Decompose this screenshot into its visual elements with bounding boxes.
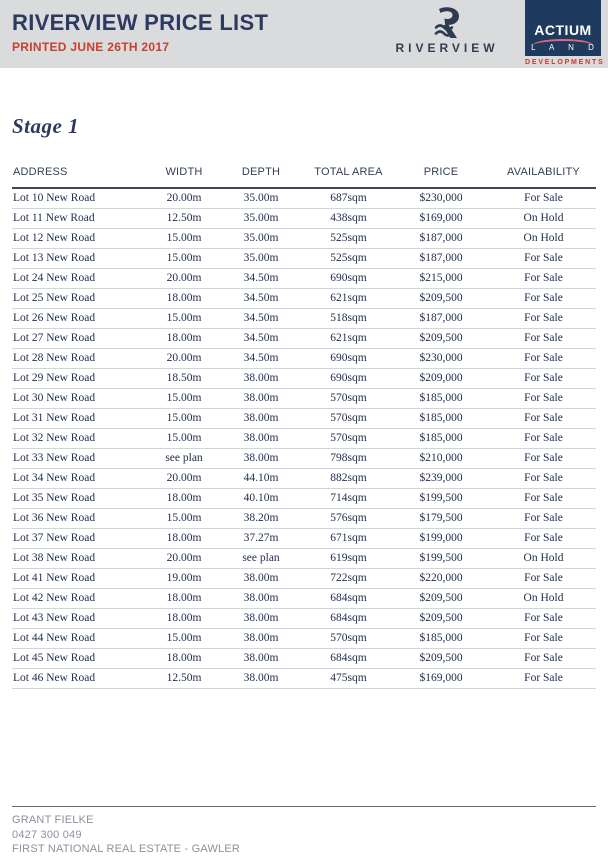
table-cell: Lot 31 New Road: [13, 412, 96, 424]
table-cell: $185,000: [419, 432, 463, 444]
table-cell: 798sqm: [330, 452, 367, 464]
table-cell: 570sqm: [330, 432, 367, 444]
table-cell: $209,000: [419, 372, 463, 384]
table-cell: $209,500: [419, 592, 463, 604]
table-cell: 570sqm: [330, 632, 367, 644]
table-cell: For Sale: [524, 252, 563, 264]
table-cell: 35.00m: [243, 192, 279, 204]
table-cell: 570sqm: [330, 412, 367, 424]
table-cell: 38.00m: [243, 432, 279, 444]
table-cell: 38.00m: [243, 412, 279, 424]
table-cell: Lot 27 New Road: [13, 332, 96, 344]
table-row: [12, 429, 596, 449]
table-cell: $169,000: [419, 672, 463, 684]
table-row: [12, 269, 596, 289]
table-cell: 34.50m: [243, 332, 279, 344]
table-cell: For Sale: [524, 412, 563, 424]
document-footer: [12, 806, 596, 857]
printed-date: PRINTED JUNE 26TH 2017: [12, 40, 170, 54]
table-cell: 20.00m: [166, 472, 202, 484]
table-cell: 20.00m: [166, 192, 202, 204]
table-cell: 475sqm: [330, 672, 367, 684]
table-cell: For Sale: [524, 532, 563, 544]
table-cell: 38.00m: [243, 392, 279, 404]
table-cell: For Sale: [524, 312, 563, 324]
table-cell: 18.00m: [166, 532, 202, 544]
table-cell: see plan: [242, 552, 280, 564]
table-cell: $185,000: [419, 632, 463, 644]
table-row: [12, 469, 596, 489]
table-cell: 38.00m: [243, 632, 279, 644]
agency-name: FIRST NATIONAL REAL ESTATE - GAWLER: [12, 843, 241, 855]
table-row: [12, 609, 596, 629]
agent-name: GRANT FIELKE: [12, 814, 94, 826]
table-cell: Lot 34 New Road: [13, 472, 96, 484]
table-cell: 34.50m: [243, 352, 279, 364]
table-cell: $199,500: [419, 492, 463, 504]
table-cell: Lot 29 New Road: [13, 372, 96, 384]
column-header-width: WIDTH: [165, 166, 203, 178]
table-cell: 12.50m: [166, 212, 202, 224]
table-cell: $209,500: [419, 612, 463, 624]
table-cell: $209,500: [419, 652, 463, 664]
table-cell: Lot 11 New Road: [13, 212, 95, 224]
table-row: [12, 409, 596, 429]
actium-logo: [525, 0, 605, 66]
table-cell: 15.00m: [166, 632, 202, 644]
table-cell: $220,000: [419, 572, 463, 584]
table-row: [12, 449, 596, 469]
table-cell: $187,000: [419, 312, 463, 324]
table-row: [12, 569, 596, 589]
table-cell: For Sale: [524, 472, 563, 484]
table-cell: 38.00m: [243, 592, 279, 604]
table-row: [12, 509, 596, 529]
table-cell: $239,000: [419, 472, 463, 484]
table-cell: 18.00m: [166, 612, 202, 624]
table-cell: 687sqm: [330, 192, 367, 204]
table-row: [12, 329, 596, 349]
table-cell: On Hold: [523, 552, 564, 564]
table-cell: Lot 32 New Road: [13, 432, 96, 444]
table-cell: 15.00m: [166, 432, 202, 444]
stage-heading: Stage 1: [12, 114, 80, 138]
table-cell: Lot 12 New Road: [13, 232, 96, 244]
table-cell: Lot 38 New Road: [13, 552, 96, 564]
table-cell: 690sqm: [330, 352, 367, 364]
table-cell: 18.00m: [166, 332, 202, 344]
table-row: [12, 589, 596, 609]
table-cell: 18.00m: [166, 492, 202, 504]
table-cell: 15.00m: [166, 252, 202, 264]
table-cell: For Sale: [524, 632, 563, 644]
table-body: [12, 189, 596, 689]
table-row: [12, 549, 596, 569]
table-cell: $169,000: [419, 212, 463, 224]
table-cell: For Sale: [524, 512, 563, 524]
table-cell: For Sale: [524, 572, 563, 584]
table-cell: 684sqm: [330, 592, 367, 604]
table-row: [12, 649, 596, 669]
table-cell: 15.00m: [166, 512, 202, 524]
table-cell: $230,000: [419, 192, 463, 204]
table-cell: Lot 25 New Road: [13, 292, 96, 304]
table-cell: For Sale: [524, 332, 563, 344]
table-cell: $187,000: [419, 232, 463, 244]
table-cell: 18.00m: [166, 652, 202, 664]
table-cell: For Sale: [524, 192, 563, 204]
table-cell: 12.50m: [166, 672, 202, 684]
actium-name: ACTIUM: [534, 22, 592, 38]
table-cell: 37.27m: [243, 532, 279, 544]
table-cell: On Hold: [523, 592, 564, 604]
table-cell: 684sqm: [330, 612, 367, 624]
table-cell: 38.00m: [243, 372, 279, 384]
table-cell: 690sqm: [330, 372, 367, 384]
table-row: [12, 489, 596, 509]
actium-logo-square: [525, 0, 601, 56]
table-cell: For Sale: [524, 612, 563, 624]
table-cell: Lot 30 New Road: [13, 392, 96, 404]
table-cell: Lot 44 New Road: [13, 632, 96, 644]
table-cell: $185,000: [419, 392, 463, 404]
column-header-depth: DEPTH: [241, 166, 281, 178]
table-cell: $209,500: [419, 292, 463, 304]
table-cell: 621sqm: [330, 332, 367, 344]
table-cell: 690sqm: [330, 272, 367, 284]
table-row: [12, 189, 596, 209]
table-cell: $179,500: [419, 512, 463, 524]
table-cell: 34.50m: [243, 272, 279, 284]
table-cell: 438sqm: [330, 212, 367, 224]
table-cell: 38.00m: [243, 452, 279, 464]
table-cell: 684sqm: [330, 652, 367, 664]
table-cell: 35.00m: [243, 232, 279, 244]
table-cell: Lot 28 New Road: [13, 352, 96, 364]
table-cell: 518sqm: [330, 312, 367, 324]
table-cell: 35.00m: [243, 252, 279, 264]
table-cell: Lot 45 New Road: [13, 652, 96, 664]
actium-land-text: L A N D: [531, 43, 600, 52]
table-cell: 15.00m: [166, 392, 202, 404]
table-cell: 525sqm: [330, 232, 367, 244]
table-cell: $209,500: [419, 332, 463, 344]
table-cell: 35.00m: [243, 212, 279, 224]
table-row: [12, 349, 596, 369]
document-body: [12, 68, 596, 689]
table-cell: Lot 42 New Road: [13, 592, 96, 604]
table-cell: 619sqm: [330, 552, 367, 564]
table-cell: On Hold: [523, 232, 564, 244]
table-row: [12, 249, 596, 269]
column-header-address: ADDRESS: [13, 166, 68, 178]
table-cell: For Sale: [524, 672, 563, 684]
table-cell: Lot 36 New Road: [13, 512, 96, 524]
actium-developments-text: DEVELOPMENTS: [525, 59, 605, 66]
table-cell: Lot 24 New Road: [13, 272, 96, 284]
table-row: [12, 369, 596, 389]
table-cell: 38.00m: [243, 612, 279, 624]
table-cell: 34.50m: [243, 312, 279, 324]
table-cell: 19.00m: [166, 572, 202, 584]
table-cell: 38.00m: [243, 572, 279, 584]
table-cell: On Hold: [523, 212, 564, 224]
price-table: [12, 166, 596, 689]
table-cell: Lot 33 New Road: [13, 452, 96, 464]
table-cell: 20.00m: [166, 272, 202, 284]
table-cell: 18.00m: [166, 292, 202, 304]
table-cell: 714sqm: [330, 492, 367, 504]
table-cell: Lot 41 New Road: [13, 572, 96, 584]
table-cell: $199,000: [419, 532, 463, 544]
table-row: [12, 529, 596, 549]
table-cell: For Sale: [524, 392, 563, 404]
table-cell: 38.00m: [243, 672, 279, 684]
table-cell: Lot 35 New Road: [13, 492, 96, 504]
table-cell: For Sale: [524, 272, 563, 284]
column-header-total-area: TOTAL AREA: [314, 166, 383, 178]
table-cell: $230,000: [419, 352, 463, 364]
column-header-price: PRICE: [423, 166, 459, 178]
table-cell: For Sale: [524, 452, 563, 464]
table-cell: 20.00m: [166, 352, 202, 364]
table-cell: 20.00m: [166, 552, 202, 564]
table-cell: 38.20m: [243, 512, 279, 524]
table-cell: 15.00m: [166, 412, 202, 424]
document-header: [0, 0, 608, 68]
table-cell: For Sale: [524, 352, 563, 364]
table-row: [12, 289, 596, 309]
table-cell: $187,000: [419, 252, 463, 264]
header-text-block: [12, 10, 268, 54]
table-cell: For Sale: [524, 492, 563, 504]
table-cell: Lot 43 New Road: [13, 612, 96, 624]
table-cell: 576sqm: [330, 512, 367, 524]
table-cell: Lot 26 New Road: [13, 312, 96, 324]
table-cell: 570sqm: [330, 392, 367, 404]
table-cell: $199,500: [419, 552, 463, 564]
riverview-logo: [388, 7, 506, 55]
table-cell: For Sale: [524, 432, 563, 444]
table-cell: 621sqm: [330, 292, 367, 304]
table-cell: 15.00m: [166, 312, 202, 324]
page-title: RIVERVIEW PRICE LIST: [12, 10, 269, 35]
table-cell: Lot 10 New Road: [13, 192, 96, 204]
table-row: [12, 669, 596, 689]
table-cell: 18.50m: [166, 372, 202, 384]
table-cell: Lot 46 New Road: [13, 672, 96, 684]
table-cell: 34.50m: [243, 292, 279, 304]
column-header-availability: AVAILABILITY: [507, 166, 580, 178]
table-row: [12, 309, 596, 329]
table-cell: For Sale: [524, 652, 563, 664]
table-row: [12, 229, 596, 249]
riverview-wordmark: RIVERVIEW: [395, 41, 499, 55]
table-cell: 40.10m: [243, 492, 279, 504]
table-cell: 882sqm: [330, 472, 367, 484]
table-cell: see plan: [165, 452, 203, 464]
table-header-row: [12, 166, 596, 189]
table-cell: Lot 37 New Road: [13, 532, 96, 544]
table-cell: 722sqm: [330, 572, 367, 584]
table-cell: 525sqm: [330, 252, 367, 264]
table-cell: For Sale: [524, 372, 563, 384]
table-cell: $215,000: [419, 272, 463, 284]
table-cell: $210,000: [419, 452, 463, 464]
table-row: [12, 389, 596, 409]
table-cell: Lot 13 New Road: [13, 252, 96, 264]
table-row: [12, 629, 596, 649]
table-cell: 15.00m: [166, 232, 202, 244]
riverview-r-icon: [429, 7, 465, 39]
agent-phone: 0427 300 049: [12, 828, 82, 841]
table-cell: 18.00m: [166, 592, 202, 604]
table-cell: $185,000: [419, 412, 463, 424]
table-row: [12, 209, 596, 229]
table-cell: 38.00m: [243, 652, 279, 664]
table-cell: For Sale: [524, 292, 563, 304]
table-cell: 44.10m: [243, 472, 279, 484]
table-cell: 671sqm: [330, 532, 367, 544]
